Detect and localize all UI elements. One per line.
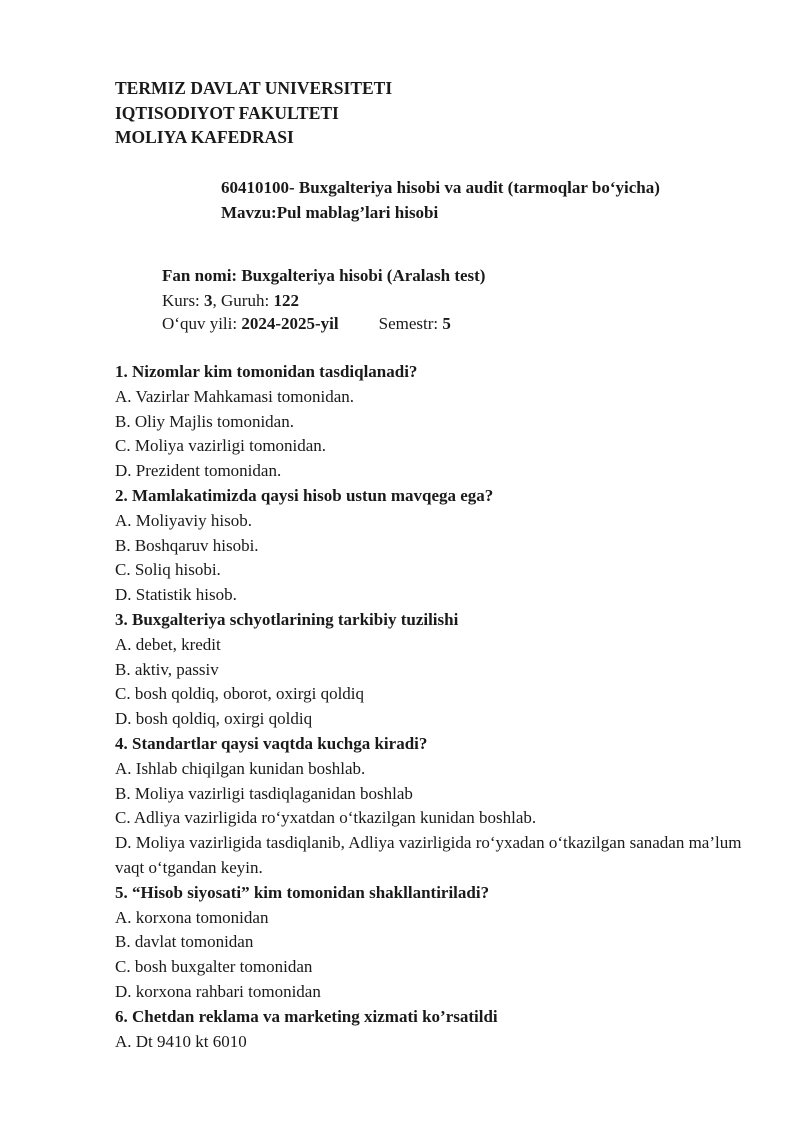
question-text: 4. Standartlar qaysi vaqtda kuchga kiradi? — [115, 733, 428, 753]
answer-option: C. bosh qoldiq, oborot, oxirgi qoldiq — [115, 684, 365, 704]
faculty-name: IQTISODIYOT FAKULTETI — [115, 102, 339, 123]
institution-header — [115, 76, 392, 150]
answer-option: A. debet, kredit — [115, 634, 221, 654]
answer-option: D. Statistik hisob. — [115, 585, 237, 605]
answer-option: D. korxona rahbari tomonidan — [115, 981, 321, 1001]
program-block — [221, 176, 673, 225]
answer-option: D. bosh qoldiq, oxirgi qoldiq — [115, 709, 313, 729]
program-title: 60410100- Buxgalteriya hisobi va audit (tarmoqlar bo‘yicha) — [221, 178, 660, 197]
question-6 — [115, 1005, 755, 1055]
semestr-value: 5 — [442, 313, 451, 333]
answer-option: B. davlat tomonidan — [115, 932, 254, 952]
question-text: 5. “Hisob siyosati” kim tomonidan shakllantiriladi? — [115, 882, 490, 902]
course-info — [162, 264, 485, 335]
answer-option: C. Moliya vazirligi tomonidan. — [115, 436, 327, 456]
answer-option: B. aktiv, passiv — [115, 659, 219, 679]
answer-option: C. Adliya vazirligida ro‘yxatdan o‘tkazilgan kunidan boshlab. — [115, 808, 537, 828]
question-5 — [115, 881, 755, 1005]
guruh-label: , Guruh: — [212, 290, 270, 310]
year-semester-row — [162, 312, 485, 335]
answer-option: B. Boshqaruv hisobi. — [115, 535, 259, 555]
answer-option: A. Dt 9410 kt 6010 — [115, 1031, 247, 1051]
university-name: TERMIZ DAVLAT UNIVERSITETI — [115, 78, 393, 98]
year-value: 2024-2025-yil — [241, 313, 339, 333]
guruh-value: 122 — [273, 290, 299, 310]
answer-option: A. Moliyaviy hisob. — [115, 510, 252, 530]
question-1 — [115, 360, 755, 484]
course-group-row — [162, 289, 485, 312]
answer-option: A. Ishlab chiqilgan kunidan boshlab. — [115, 758, 366, 778]
question-list — [115, 360, 755, 1054]
answer-option: B. Moliya vazirligi tasdiqlaganidan boshlab — [115, 783, 413, 803]
department-name: MOLIYA KAFEDRASI — [115, 127, 294, 147]
answer-option: B. Oliy Majlis tomonidan. — [115, 411, 294, 431]
kurs-label: Kurs: — [162, 290, 200, 310]
question-text: 1. Nizomlar kim tomonidan tasdiqlanadi? — [115, 362, 418, 381]
answer-option: C. Soliq hisobi. — [115, 560, 221, 580]
answer-option: C. bosh buxgalter tomonidan — [115, 957, 313, 977]
question-text: 6. Chetdan reklama va marketing xizmati ko’rsatildi — [115, 1006, 498, 1026]
answer-option: D. Prezident tomonidan. — [115, 461, 282, 481]
question-3 — [115, 608, 755, 732]
subject-name: Fan nomi: Buxgalteriya hisobi (Aralash test) — [162, 266, 486, 285]
question-text: 2. Mamlakatimizda qaysi hisob ustun mavqega ega? — [115, 485, 494, 505]
kurs-value: 3 — [204, 290, 213, 310]
question-text: 3. Buxgalteriya schyotlarining tarkibiy tuzilishi — [115, 609, 459, 629]
year-label: O‘quv yili: — [162, 313, 238, 333]
semestr-label: Semestr: — [378, 313, 439, 333]
topic-title: Mavzu:Pul mablag’lari hisobi — [221, 202, 439, 222]
answer-option: D. Moliya vazirligida tasdiqlanib, Adliya vazirligida ro‘yxadan o‘tkazilgan sanadan ma’lum vaqt o‘tgandan keyin. — [115, 833, 742, 877]
answer-option: A. korxona tomonidan — [115, 907, 269, 927]
question-4 — [115, 732, 755, 881]
answer-option: A. Vazirlar Mahkamasi tomonidan. — [115, 386, 355, 406]
question-2 — [115, 484, 755, 608]
